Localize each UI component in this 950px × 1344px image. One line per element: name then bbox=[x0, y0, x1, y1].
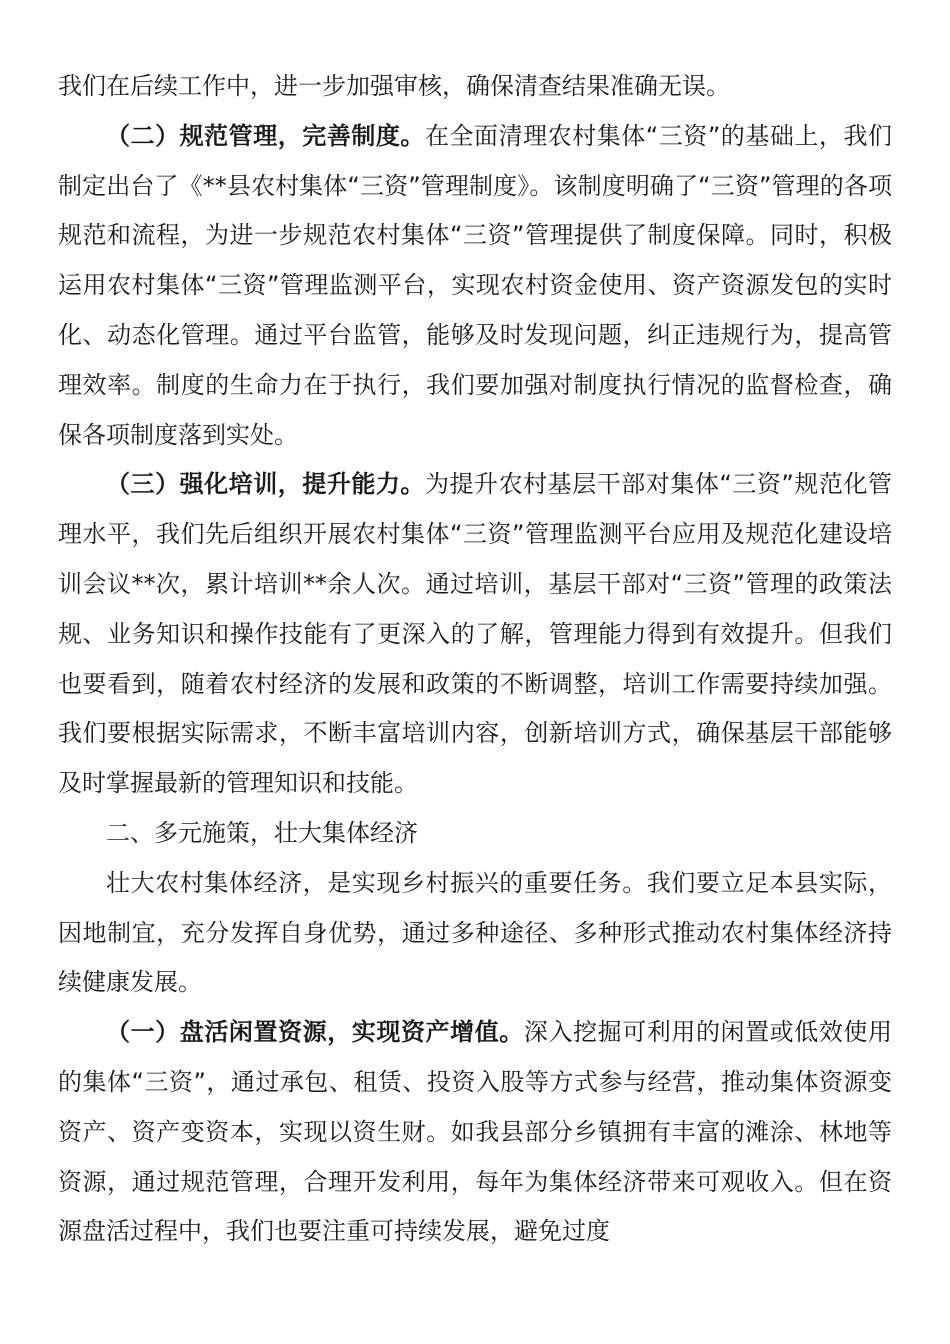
paragraph-text: 为提升农村基层干部对集体“三资”规范化管理水平，我们先后组织开展农村集体“三资”管理监测平台应用及规范化建设培训会议**次，累计培训**余人次。通过培训，基层干部对“三资”管理的政策法规、业务知识和操作技能有了更深入的了解，管理能力得到有效提升。但我们也要看到，随着农村经济的发展和政策的不断调整，培训工作需要持续加强。我们要根据实际需求，不断丰富培训内容，创新培训方式，确保基层干部能够及时掌握最新的管理知识和技能。 bbox=[58, 470, 893, 798]
paragraph-lead: （一）盘活闲置资源，实现资产增值。 bbox=[106, 1018, 524, 1047]
paragraph-idle-resources bbox=[58, 1008, 892, 1257]
paragraph-text: 我们在后续工作中，进一步加强审核，确保清查结果准确无误。 bbox=[58, 72, 730, 100]
paragraph-collective-economy bbox=[58, 859, 892, 1008]
document-body bbox=[58, 62, 892, 1257]
paragraph-text: 深入挖掘可利用的闲置或低效使用的集体“三资”，通过承包、租赁、投资入股等方式参与经营，推动集体资源变资产、资产变资本，实现以资生财。如我县部分乡镇拥有丰富的滩涂、林地等资源，通过规范管理，合理开发利用，每年为集体经济带来可观收入。但在资源盘活过程中，我们也要注重可持续发展，避免过度 bbox=[58, 1018, 893, 1246]
paragraph-regulate-management bbox=[58, 112, 892, 461]
paragraph-text: 壮大农村集体经济，是实现乡村振兴的重要任务。我们要立足本县实际，因地制宜，充分发挥自身优势，通过多种途径、多种形式推动农村集体经济持续健康发展。 bbox=[58, 868, 892, 997]
paragraph-text: 在全面清理农村集体“三资”的基础上，我们制定出台了《**县农村集体“三资”管理制度》。该制度明确了“三资”管理的各项规范和流程，为进一步规范农村集体“三资”管理提供了制度保障。同时，积极运用农村集体“三资”管理监测平台，实现农村资金使用、资产资源发包的实时化、动态化管理。通过平台监管，能够及时发现问题，纠正违规行为，提高管理效率。制度的生命力在于执行，我们要加强对制度执行情况的监督检查，确保各项制度落到实处。 bbox=[58, 121, 893, 449]
section-heading: 二、多元施策，壮大集体经济 bbox=[106, 818, 418, 847]
paragraph-lead: （三）强化培训，提升能力。 bbox=[106, 470, 425, 499]
paragraph-continuation bbox=[58, 62, 892, 112]
paragraph-strengthen-training bbox=[58, 460, 892, 809]
paragraph-lead: （二）规范管理，完善制度。 bbox=[106, 121, 425, 150]
